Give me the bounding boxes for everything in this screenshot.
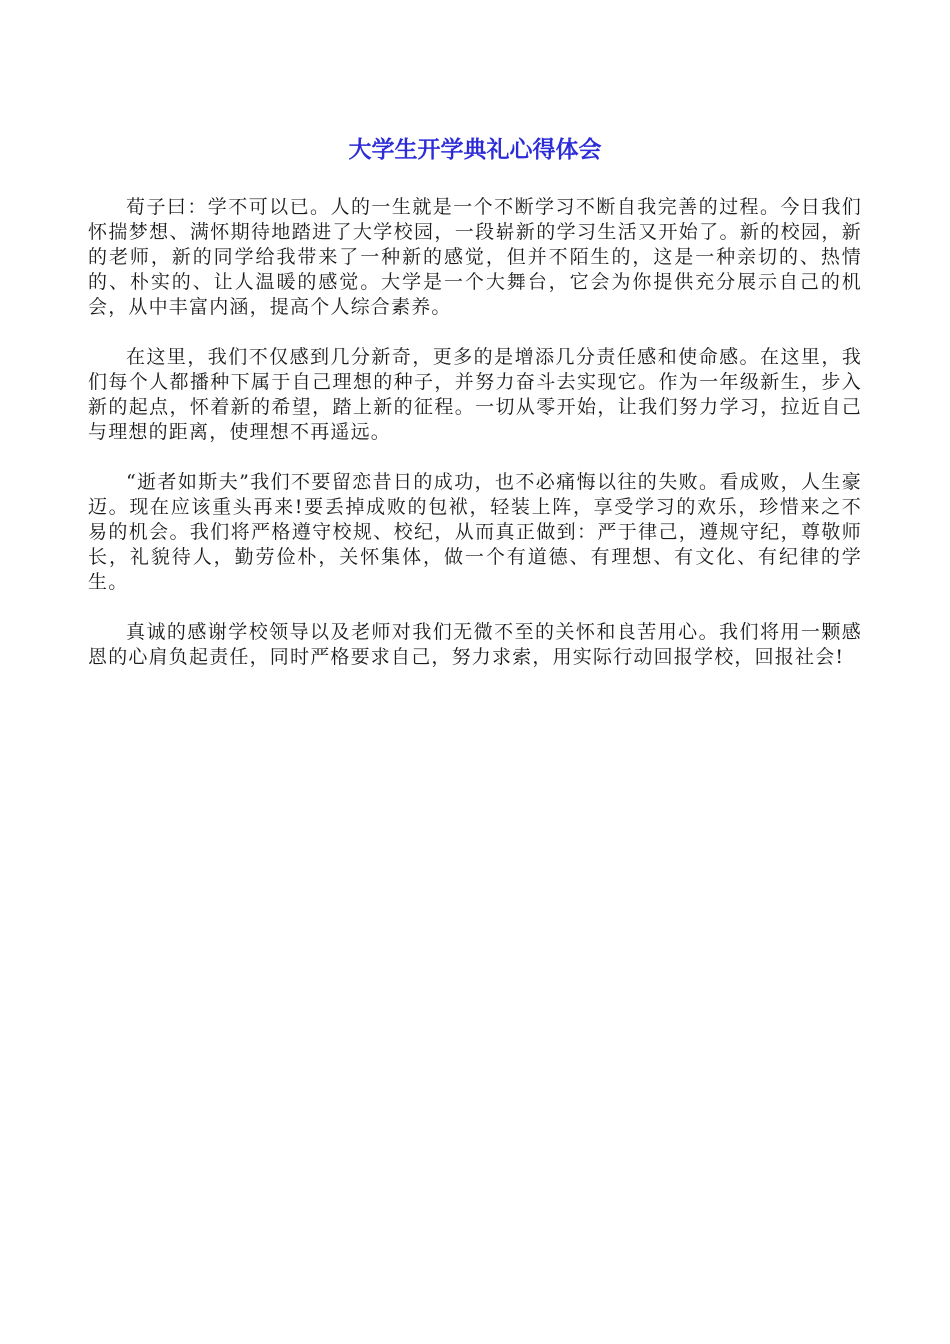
paragraph-3: “逝者如斯夫”我们不要留恋昔日的成功，也不必痛悔以往的失败。看成败，人生豪迈。现在应该重头再来!要丢掉成败的包袱，轻装上阵，享受学习的欢乐，珍惜来之不易的机会。我们将严格遵守校规、校纪，从而真正做到：严于律己，遵规守纪，尊敬师长，礼貌待人，勤劳俭朴，关怀集体，做一个有道德、有理想、有文化、有纪律的学生。 <box>88 471 862 593</box>
document-title: 大学生开学典礼心得体会 <box>348 137 602 163</box>
paragraph-4: 真诚的感谢学校领导以及老师对我们无微不至的关怀和良苦用心。我们将用一颗感恩的心肩负起责任，同时严格要求自己，努力求索，用实际行动回报学校，回报社会! <box>88 621 862 668</box>
paragraph-2: 在这里，我们不仅感到几分新奇，更多的是增添几分责任感和使命感。在这里，我们每个人都播种下属于自己理想的种子，并努力奋斗去实现它。作为一年级新生，步入新的起点，怀着新的希望，踏上新的征程。一切从零开始，让我们努力学习，拉近自己与理想的距离，使理想不再遥远。 <box>88 346 862 443</box>
paragraph-1: 荀子曰：学不可以已。人的一生就是一个不断学习不断自我完善的过程。今日我们怀揣梦想、满怀期待地踏进了大学校园，一段崭新的学习生活又开始了。新的校园，新的老师，新的同学给我带来了一种新的感觉，但并不陌生的，这是一种亲切的、热情的、朴实的、让人温暖的感觉。大学是一个大舞台，它会为你提供充分展示自己的机会，从中丰富内涵，提高个人综合素养。 <box>88 196 862 318</box>
document-body <box>88 195 862 695</box>
